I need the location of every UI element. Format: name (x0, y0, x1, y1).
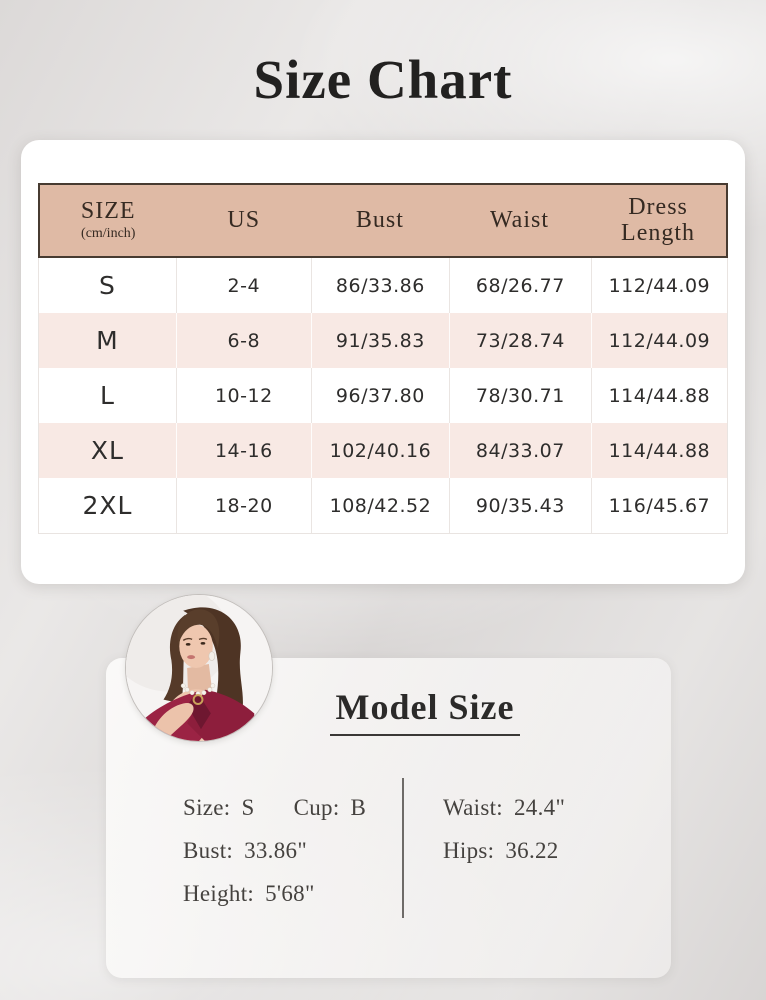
stats-divider (402, 778, 404, 918)
stat-size-cup (183, 786, 366, 829)
waist-label: Waist: (443, 795, 503, 820)
table-row-s (39, 258, 727, 313)
cell-bust: 96/37.80 (311, 368, 449, 423)
size-table (38, 183, 728, 534)
header-waist: Waist (489, 206, 550, 233)
stat-height (183, 872, 366, 915)
cell-us: 14-16 (176, 423, 311, 478)
cell-size: S (99, 271, 116, 300)
cell-dress-length: 114/44.88 (591, 368, 727, 423)
hips-value: 36.22 (505, 838, 559, 863)
model-size-heading: Model Size (330, 686, 521, 736)
cell-bust: 108/42.52 (311, 478, 449, 533)
cell-dress-length: 116/45.67 (591, 478, 727, 533)
bust-value: 33.86" (244, 838, 308, 863)
table-row-l (39, 368, 727, 423)
page-title: Size Chart (253, 49, 513, 110)
cup-value: B (350, 795, 367, 820)
cell-us: 2-4 (176, 258, 311, 313)
cell-waist: 78/30.71 (449, 368, 591, 423)
model-portrait-illustration (126, 595, 272, 741)
size-table-header-row (38, 183, 728, 258)
table-row-2xl (39, 478, 727, 533)
size-table-card (21, 140, 745, 584)
model-stats-right (443, 786, 565, 872)
cell-waist: 68/26.77 (449, 258, 591, 313)
cell-dress-length: 112/44.09 (591, 313, 727, 368)
cell-waist: 90/35.43 (449, 478, 591, 533)
size-value: S (241, 795, 255, 820)
bust-label: Bust: (183, 838, 234, 863)
header-size (40, 185, 177, 256)
cell-size: 2XL (82, 491, 133, 520)
header-dress-length: Dress Length (621, 193, 696, 246)
stat-hips (443, 829, 565, 872)
table-row-xl (39, 423, 727, 478)
cell-us: 6-8 (176, 313, 311, 368)
hips-label: Hips: (443, 838, 495, 863)
cell-us: 18-20 (176, 478, 311, 533)
header-size-unit: (cm/inch) (81, 226, 136, 242)
cell-us: 10-12 (176, 368, 311, 423)
size-table-body (38, 258, 728, 534)
height-value: 5'68" (265, 881, 315, 906)
header-us: US (227, 206, 261, 233)
stat-waist (443, 786, 565, 829)
cell-dress-length: 114/44.88 (591, 423, 727, 478)
cell-size: XL (90, 436, 124, 465)
cell-dress-length: 112/44.09 (591, 258, 727, 313)
cell-bust: 86/33.86 (311, 258, 449, 313)
size-label: Size: (183, 795, 231, 820)
waist-value: 24.4" (514, 795, 566, 820)
stat-bust (183, 829, 366, 872)
header-bust: Bust (355, 206, 404, 233)
cell-waist: 84/33.07 (449, 423, 591, 478)
cell-bust: 102/40.16 (311, 423, 449, 478)
table-row-m (39, 313, 727, 368)
cell-waist: 73/28.74 (449, 313, 591, 368)
model-stats-left (183, 786, 366, 915)
cell-bust: 91/35.83 (311, 313, 449, 368)
cup-label: Cup: (293, 795, 340, 820)
model-photo (125, 594, 273, 742)
header-size-label: SIZE (80, 198, 136, 225)
cell-size: L (99, 381, 115, 410)
cell-size: M (96, 326, 119, 355)
height-label: Height: (183, 881, 255, 906)
